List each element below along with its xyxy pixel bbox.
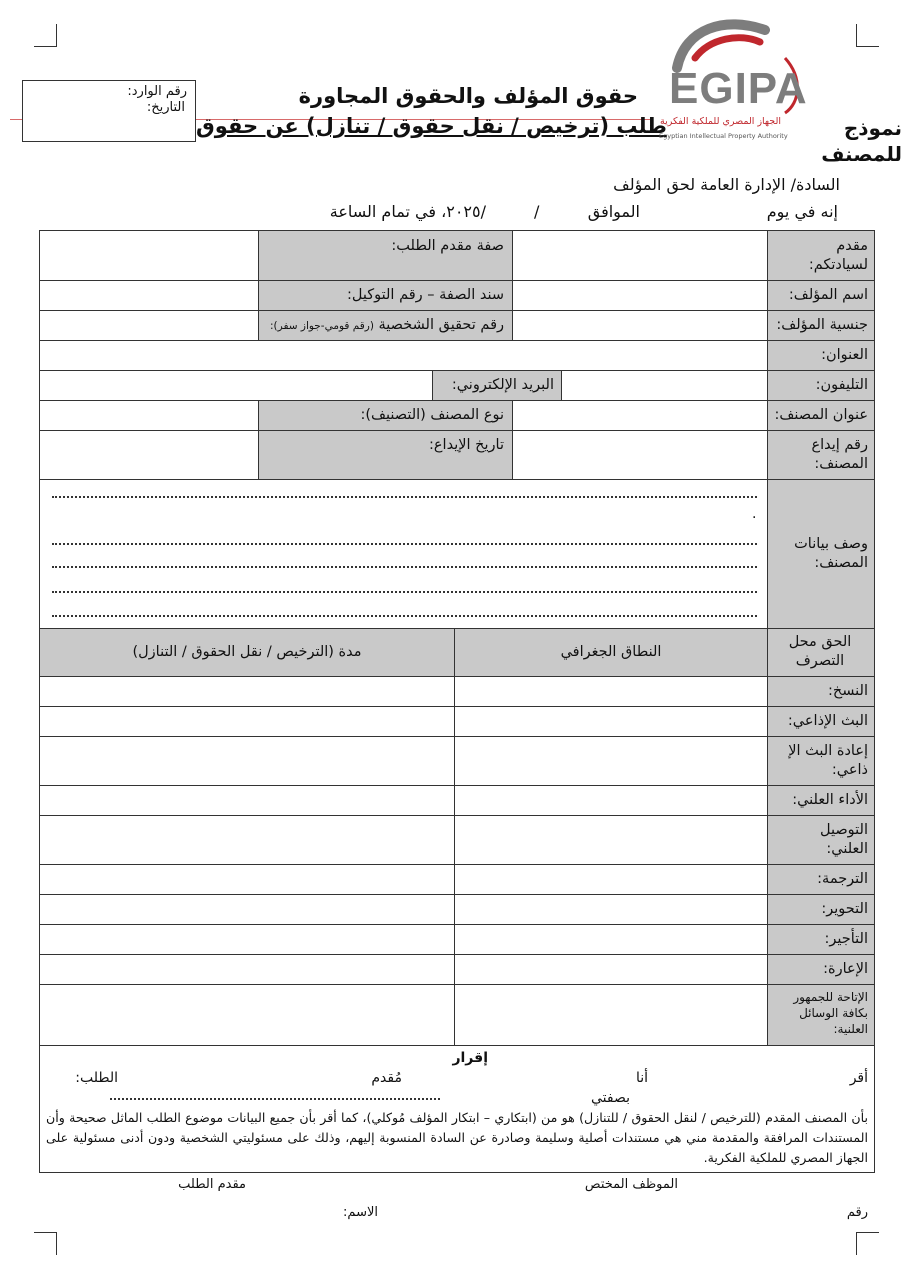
rights-header-duration: مدة (الترخيص / نقل الحقوق / التنازل)	[132, 644, 362, 660]
footer-employee: الموظف المختص	[584, 1177, 678, 1192]
rights-row-geo-cell[interactable]	[454, 676, 768, 707]
declaration-name-blank[interactable]	[110, 1098, 440, 1100]
id-number-label-cell	[258, 310, 513, 341]
declaration-body: بأن المصنف المقدم (للترخيص / لنقل الحقوق / للتنازل) هو من (ابتكاري – ابتكار المؤلف مُوكلي)، كما أقر بأن جميع البيانات موضوع الطلب الماثل صحيحة وأن المستندات المرافقة والمقدمة مني هي مستندات أصلية وسليمة وصادرة عن السادة المنسوبة إليهم، وذلك على مسئوليتي الشخصية ودون أدنى مسئولية على الجهاز المصري للملكية الفكرية.	[46, 1110, 868, 1165]
day-label: إنه في يوم	[766, 202, 838, 221]
description-dotted-line	[52, 496, 757, 498]
author-name-value-cell[interactable]	[512, 280, 768, 311]
email-label-cell	[432, 370, 562, 401]
rights-row-label-cell	[767, 736, 875, 786]
work-type-label: نوع المصنف (التصنيف):	[360, 407, 504, 423]
description-dotted-line	[52, 615, 757, 617]
rights-row-label: التوصيل العلني:	[820, 822, 868, 857]
date-slash: /	[534, 202, 540, 221]
rights-row-geo-cell[interactable]	[454, 736, 768, 786]
incoming-number-box	[22, 80, 196, 142]
rights-row-label-cell	[767, 954, 875, 985]
declaration-title: إقرار	[452, 1050, 488, 1066]
rights-row-label-cell	[767, 676, 875, 707]
rights-row-label: الأداء العلني:	[792, 792, 868, 808]
rights-row-label: الإتاحة للجمهور بكافة الوسائل العلنية:	[793, 990, 868, 1036]
rights-header-right: الحق محل التصرف	[788, 634, 852, 669]
applicant-capacity-label: صفة مقدم الطلب:	[391, 238, 504, 254]
email-value-cell[interactable]	[39, 370, 433, 401]
corresponding-label: الموافق	[587, 202, 640, 221]
rights-row-label-cell	[767, 984, 875, 1046]
applicant-label: مقدم لسيادتكم:	[808, 238, 868, 273]
phone-label-cell	[767, 370, 875, 401]
page-subtitle: طلب (ترخيص / نقل حقوق / تنازل) عن حقوق	[196, 114, 667, 138]
deposit-date-label-cell	[258, 430, 513, 480]
description-dotted-line	[52, 543, 757, 545]
addressee: السادة/ الإدارة العامة لحق المؤلف	[613, 175, 840, 194]
rights-row-label-cell	[767, 785, 875, 816]
date-label: التاريخ:	[146, 100, 185, 115]
declaration-box	[39, 1045, 875, 1173]
deposit-no-value-cell[interactable]	[512, 430, 768, 480]
author-nationality-label-cell	[767, 310, 875, 341]
id-number-value-cell[interactable]	[39, 310, 259, 341]
rights-header-geo-cell	[454, 628, 768, 677]
rights-row-label: الإعارة:	[823, 961, 868, 977]
rights-row-label-cell	[767, 706, 875, 737]
rights-row-label: النسخ:	[827, 683, 868, 699]
capacity-deed-label: سند الصفة – رقم التوكيل:	[347, 287, 504, 303]
rights-row-duration-cell[interactable]	[39, 815, 455, 865]
rights-row-duration-cell[interactable]	[39, 676, 455, 707]
rights-row-geo-cell[interactable]	[454, 706, 768, 737]
work-title-label: عنوان المصنف:	[774, 407, 868, 423]
footer-applicant: مقدم الطلب	[178, 1177, 246, 1192]
description-value-cell[interactable]	[39, 479, 768, 629]
egipa-logo	[655, 8, 815, 148]
capacity-deed-label-cell	[258, 280, 513, 311]
description-dotted-line	[52, 591, 757, 593]
description-dot: .	[752, 506, 757, 522]
rights-row-duration-cell[interactable]	[39, 894, 455, 925]
author-nationality-label: جنسية المؤلف:	[776, 317, 868, 333]
work-title-label-cell	[767, 400, 875, 431]
rights-row-duration-cell[interactable]	[39, 864, 455, 895]
phone-label: التليفون:	[815, 377, 868, 393]
rights-row-label: الترجمة:	[817, 871, 868, 887]
rights-row-geo-cell[interactable]	[454, 785, 768, 816]
id-number-hint: (رقم قومي-جواز سفر):	[270, 320, 374, 332]
rights-row-duration-cell[interactable]	[39, 984, 455, 1046]
declaration-in-my-capacity: بصفتي	[590, 1090, 630, 1106]
rights-row-geo-cell[interactable]	[454, 924, 768, 955]
capacity-deed-value-cell[interactable]	[39, 280, 259, 311]
declaration-applicant: مُقدم	[371, 1070, 402, 1086]
footer-number: رقم	[846, 1205, 868, 1220]
rights-header-geo: النطاق الجغرافي	[560, 644, 662, 660]
address-value-cell[interactable]	[39, 340, 768, 371]
logo-wordmark: EGIPA	[669, 64, 808, 113]
email-label: البريد الإلكتروني:	[451, 377, 554, 393]
footer-name: الاسم:	[343, 1205, 378, 1220]
applicant-value-cell[interactable]	[512, 230, 768, 281]
rights-row-label-cell	[767, 924, 875, 955]
crop-mark-bottom-left	[34, 1232, 57, 1255]
crop-mark-top-right	[856, 24, 879, 47]
rights-row-label: التحوير:	[821, 901, 868, 917]
rights-row-geo-cell[interactable]	[454, 984, 768, 1046]
deposit-date-value-cell[interactable]	[39, 430, 259, 480]
work-type-value-cell[interactable]	[39, 400, 259, 431]
rights-row-label-cell	[767, 815, 875, 865]
crop-mark-bottom-right	[856, 1232, 879, 1255]
page-title: حقوق المؤلف والحقوق المجاورة	[298, 84, 638, 108]
year-and-time: /٢٠٢٥، في تمام الساعة	[329, 202, 486, 221]
address-label-cell	[767, 340, 875, 371]
logo-arabic-name: الجهاز المصري للملكية الفكرية	[660, 116, 781, 127]
rights-header-duration-cell	[39, 628, 455, 677]
rights-row-label: البث الإذاعي:	[787, 713, 868, 729]
rights-row-geo-cell[interactable]	[454, 954, 768, 985]
author-nationality-value-cell[interactable]	[512, 310, 768, 341]
form-label-line2: للمصنف	[821, 142, 902, 166]
id-number-label-text: رقم تحقيق الشخصية	[378, 317, 504, 333]
description-dotted-line	[52, 566, 757, 568]
rights-row-geo-cell[interactable]	[454, 864, 768, 895]
form-label-line1: نموذج	[843, 116, 902, 140]
logo-english-name: Egyptian Intellectual Property Authority	[659, 132, 788, 140]
crop-mark-top-left	[34, 24, 57, 47]
incoming-number-label: رقم الوارد:	[127, 84, 187, 99]
rights-row-label-cell	[767, 864, 875, 895]
work-title-value-cell[interactable]	[512, 400, 768, 431]
description-label: وصف بيانات المصنف:	[794, 536, 868, 571]
applicant-capacity-value-cell[interactable]	[39, 230, 259, 281]
rights-row-duration-cell[interactable]	[39, 736, 455, 786]
declaration-i-declare: أقر	[849, 1070, 868, 1086]
deposit-date-label: تاريخ الإيداع:	[429, 437, 504, 453]
rights-row-label: التأجير:	[824, 931, 868, 947]
rights-header-right-cell	[767, 628, 875, 677]
rights-row-duration-cell[interactable]	[39, 785, 455, 816]
rights-row-label-cell	[767, 894, 875, 925]
description-label-cell	[767, 479, 875, 629]
rights-row-geo-cell[interactable]	[454, 815, 768, 865]
applicant-capacity-label-cell	[258, 230, 513, 281]
applicant-label-cell	[767, 230, 875, 281]
address-label: العنوان:	[821, 347, 868, 363]
rights-row-geo-cell[interactable]	[454, 894, 768, 925]
author-name-label-cell	[767, 280, 875, 311]
deposit-no-label-cell	[767, 430, 875, 480]
rights-row-duration-cell[interactable]	[39, 954, 455, 985]
rights-row-duration-cell[interactable]	[39, 706, 455, 737]
author-name-label: اسم المؤلف:	[788, 287, 868, 303]
id-number-label	[270, 316, 504, 336]
deposit-no-label: رقم إيداع المصنف:	[811, 437, 868, 472]
rights-row-label: إعادة البث الإ ذاعي:	[788, 743, 868, 778]
phone-value-cell[interactable]	[561, 370, 768, 401]
declaration-i: أنا	[635, 1070, 648, 1086]
work-type-label-cell	[258, 400, 513, 431]
rights-row-duration-cell[interactable]	[39, 924, 455, 955]
declaration-request: الطلب:	[75, 1070, 118, 1086]
